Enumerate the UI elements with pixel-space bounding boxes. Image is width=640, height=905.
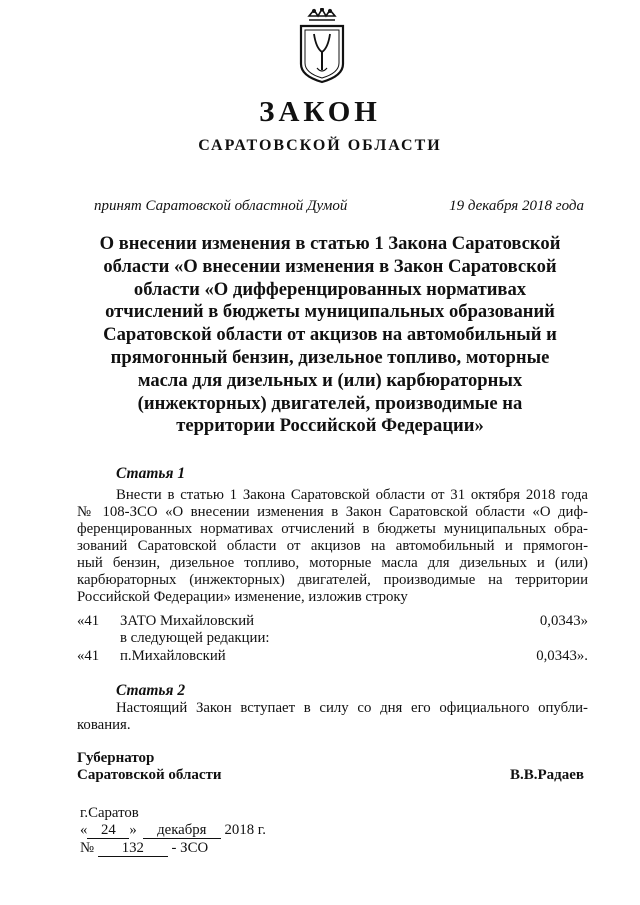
signer-position-line-2: Саратовской области bbox=[77, 767, 222, 783]
saratov-coat-of-arms-icon bbox=[296, 8, 348, 84]
law-heading bbox=[70, 233, 590, 438]
new-row-value: 0,0343». bbox=[536, 648, 588, 664]
heading-line: О внесении изменения в статью 1 Закона Саратовской bbox=[99, 233, 561, 254]
article-2-title: Статья 2 bbox=[116, 682, 186, 699]
new-row-name: п.Михайловский bbox=[120, 648, 226, 664]
heading-line: территории Российской Федерации» bbox=[176, 415, 484, 437]
date-year: 2018 г. bbox=[224, 822, 266, 838]
heading-line: отчислений в бюджеты муниципальных образований bbox=[105, 301, 555, 323]
heading-line: прямогонный бензин, дизельное топливо, моторные bbox=[110, 346, 550, 368]
heading-line: области «О дифференцированных нормативах bbox=[133, 278, 527, 300]
signer-name: В.В.Радаев bbox=[509, 767, 584, 783]
law-number bbox=[80, 840, 208, 857]
article-1-line: № 108-ЗСО «О внесении изменения в Закон Саратовской области «О диф- bbox=[77, 504, 588, 520]
article-1-title: Статья 1 bbox=[116, 465, 186, 482]
signer-position-line-1: Губернатор bbox=[77, 750, 155, 766]
article-1-line: карбюраторных (инжекторных) двигателей, производимые на территории bbox=[77, 572, 588, 588]
number-value: 132 bbox=[98, 841, 168, 857]
document-title: ЗАКОН bbox=[259, 96, 381, 128]
heading-line: области «О внесении изменения в Закон Саратовской bbox=[103, 255, 557, 277]
heading-line: Саратовской области от акцизов на автомобильный и bbox=[103, 324, 557, 346]
number-suffix: - ЗСО bbox=[171, 840, 209, 856]
date-month: декабря bbox=[143, 823, 221, 839]
heading-line: масла для дизельных и (или) карбюраторных bbox=[137, 369, 523, 391]
article-2-line: Настоящий Закон вступает в силу со дня его официального опубли- bbox=[116, 700, 588, 716]
article-1-line: Российской Федерации» изменение, изложив строку bbox=[77, 589, 408, 605]
signing-date bbox=[80, 822, 266, 839]
article-1-line: зований Саратовской области от акцизов на автомобильный и прямогон- bbox=[77, 538, 588, 554]
article-1-middle: в следующей редакции: bbox=[120, 630, 270, 646]
date-close-quote: » bbox=[129, 822, 137, 838]
date-open-quote: « bbox=[80, 822, 88, 838]
new-row-number: «41 bbox=[77, 648, 100, 664]
article-1-line: ференцированных нормативах отчислений в бюджеты муниципальных обра- bbox=[77, 521, 588, 537]
date-day: 24 bbox=[87, 823, 129, 839]
article-2-line: кования. bbox=[77, 717, 131, 733]
article-1-line: ный бензин, дизельное топливо, моторные масла для дизельных и (или) bbox=[77, 555, 588, 571]
old-row-number: «41 bbox=[77, 613, 100, 629]
adopted-by: принят Саратовской областной Думой bbox=[94, 198, 348, 214]
city: г.Саратов bbox=[80, 805, 139, 821]
number-label: № bbox=[80, 840, 95, 856]
adoption-date: 19 декабря 2018 года bbox=[449, 198, 584, 214]
article-1-line: Внести в статью 1 Закона Саратовской области от 31 октября 2018 года bbox=[116, 487, 588, 503]
old-row-name: ЗАТО Михайловский bbox=[120, 613, 255, 629]
heading-line: (инжекторных) двигателей, производимые на bbox=[137, 392, 523, 414]
document-subtitle: САРАТОВСКОЙ ОБЛАСТИ bbox=[198, 137, 442, 154]
old-row-value: 0,0343» bbox=[539, 613, 588, 629]
